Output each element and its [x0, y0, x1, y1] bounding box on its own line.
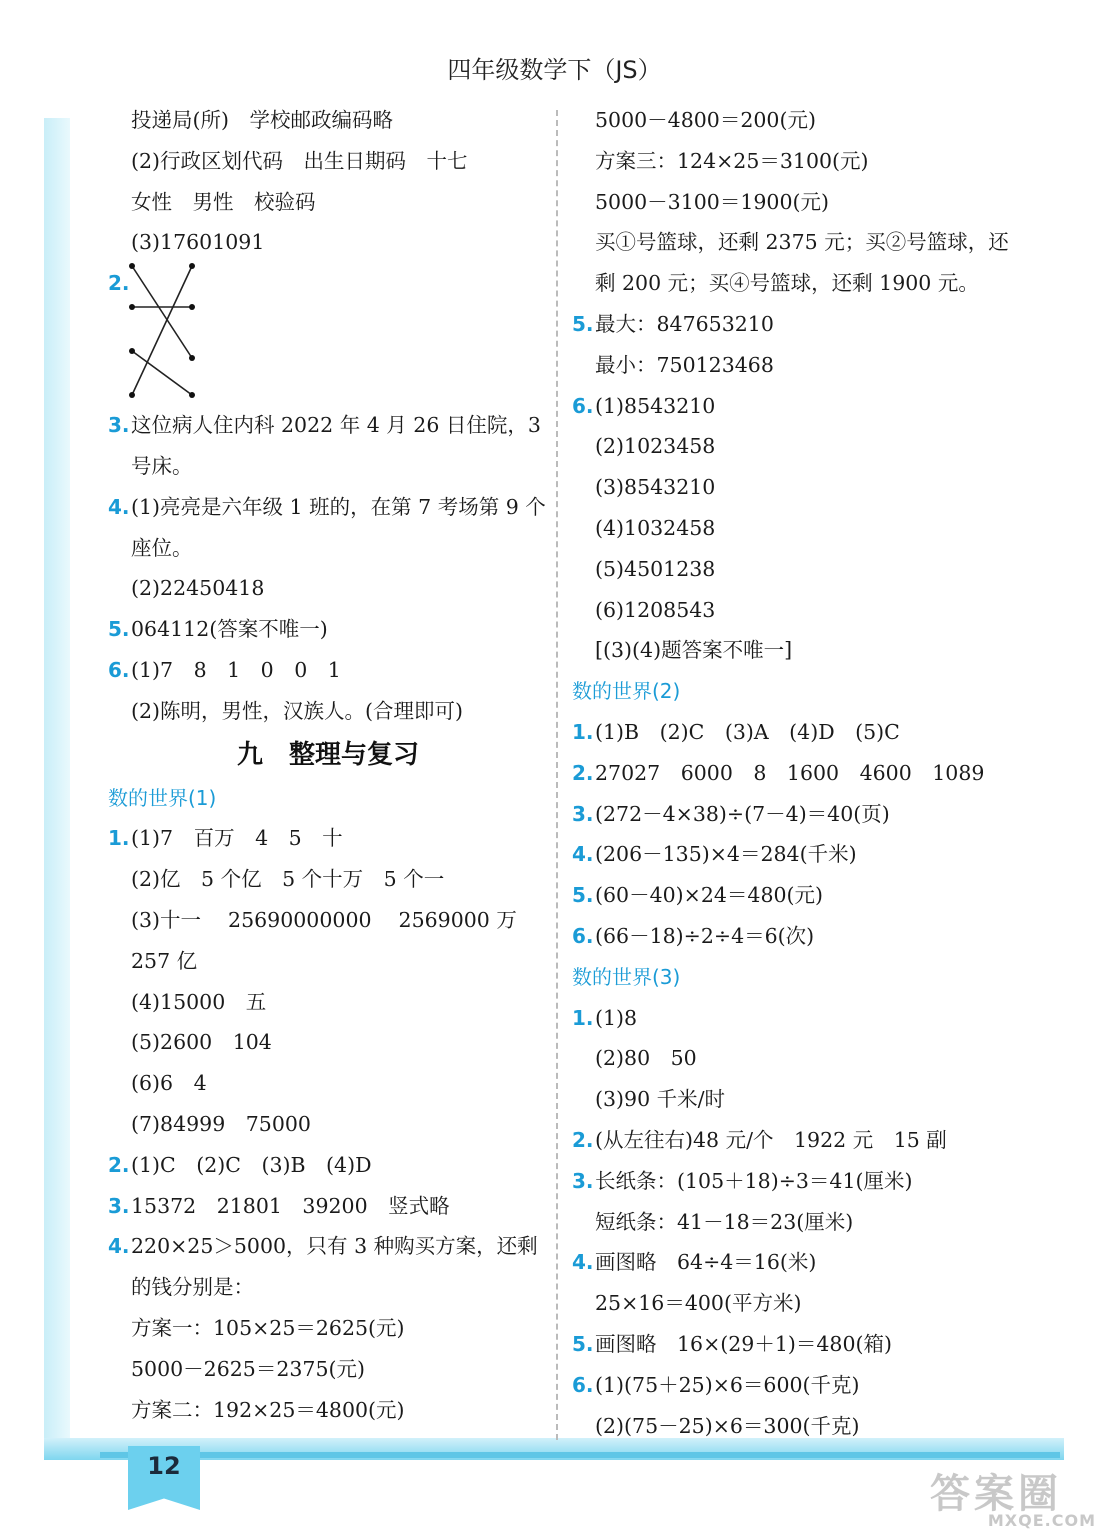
answer-line: 剩 200 元；买④号篮球，还剩 1900 元。 — [595, 271, 979, 296]
answer-line: (7)84999 75000 — [131, 1111, 311, 1136]
answer-line: 1. (1)B (2)C (3)A (4)D (5)C — [572, 719, 900, 744]
answer-line: (4)15000 五 — [131, 989, 267, 1014]
page-number: 12 — [147, 1452, 181, 1480]
answer-line: (2)22450418 — [131, 576, 265, 601]
answer-line: 4. 画图略 64÷4＝16(米) — [572, 1250, 817, 1275]
answer-line: 3. 长纸条：(105＋18)÷3＝41(厘米) — [572, 1168, 913, 1193]
answer-line: 3. 15372 21801 39200 竖式略 — [108, 1193, 450, 1218]
answer-line: (4)1032458 — [595, 515, 716, 540]
answer-line: (3)90 千米/时 — [595, 1087, 726, 1112]
section-heading: 数的世界(3) — [572, 964, 681, 989]
answer-line: 方案二：192×25＝4800(元) — [131, 1397, 405, 1422]
answer-line: 最小：750123468 — [595, 352, 774, 377]
answer-line: (3)十一 25690000000 2569000 万 — [131, 907, 517, 932]
answer-line: 25×16＝400(平方米) — [595, 1291, 802, 1316]
answer-line: 5. 064112(答案不唯一) — [108, 617, 328, 642]
answer-line: (3)17601091 — [131, 230, 265, 255]
answer-line: 方案三：124×25＝3100(元) — [595, 148, 869, 173]
page-frame-left — [44, 118, 70, 1458]
answer-line: (6)1208543 — [595, 597, 716, 622]
right-column — [572, 100, 1052, 1446]
answer-line: (2)80 50 — [595, 1046, 697, 1071]
answer-line: 短纸条：41－18＝23(厘米) — [595, 1209, 854, 1234]
answer-line: 4. 220×25＞5000，只有 3 种购买方案，还剩 — [108, 1234, 538, 1259]
answer-line: 5000－2625＝2375(元) — [131, 1356, 366, 1381]
answer-line: 方案一：105×25＝2625(元) — [131, 1315, 405, 1340]
answer-item-matching: 2. — [108, 263, 548, 405]
answer-line: 3. 这位病人住内科 2022 年 4 月 26 日住院，3 — [108, 413, 541, 438]
answer-line: (5)2600 104 — [131, 1030, 272, 1055]
answer-line: 号床。 — [131, 453, 193, 478]
answer-line: 的钱分别是： — [131, 1275, 254, 1300]
answer-line: 2. (从左往右)48 元/个 1922 元 15 副 — [572, 1127, 947, 1152]
answer-line: 6. (1)7 8 1 0 0 1 — [108, 657, 341, 682]
answer-line: 3. (272－4×38)÷(7－4)＝40(页) — [572, 801, 890, 826]
answer-line: [(3)(4)题答案不唯一] — [595, 638, 793, 663]
answer-line: (2)亿 5 个亿 5 个十万 5 个一 — [131, 867, 445, 892]
watermark-logo: 答案圈 MXQE.COM — [930, 1471, 1096, 1530]
answer-line: 6. (1)8543210 — [572, 393, 716, 418]
answer-line: 4. (206－135)×4＝284(千米) — [572, 842, 857, 867]
left-column — [108, 100, 548, 1430]
answer-line: (2)陈明，男性，汉族人。(合理即可) — [131, 698, 464, 723]
page-frame-bottom-line — [100, 1452, 1060, 1458]
answer-line: 5. (60－40)×24＝480(元) — [572, 883, 824, 908]
answer-line: 2. (1)C (2)C (3)B (4)D — [108, 1152, 372, 1177]
answer-line: 2. 27027 6000 8 1600 4600 1089 — [572, 760, 985, 785]
answer-line: (2)1023458 — [595, 434, 716, 459]
answer-line: 257 亿 — [131, 948, 198, 973]
answer-line: 5000－4800＝200(元) — [595, 108, 816, 132]
answer-line: 5. 画图略 16×(29＋1)＝480(箱) — [572, 1331, 893, 1356]
answer-line: 1. (1)8 — [572, 1005, 638, 1030]
answer-line: (2)(75－25)×6＝300(千克) — [595, 1413, 860, 1438]
column-divider — [556, 110, 558, 1440]
answer-line: 座位。 — [131, 535, 193, 560]
section-heading: 数的世界(2) — [572, 679, 681, 704]
chapter-title: 九 整理与复习 — [236, 739, 419, 770]
answer-line: (6)6 4 — [131, 1071, 207, 1096]
answer-line: (2)行政区划代码 出生日期码 十七 — [131, 148, 468, 173]
answer-line: (3)8543210 — [595, 475, 716, 500]
answer-line: 1. (1)7 百万 4 5 十 — [108, 826, 343, 851]
answer-line: 投递局(所) 学校邮政编码略 — [131, 108, 393, 132]
answer-line: 买①号篮球，还剩 2375 元；买②号篮球，还 — [595, 230, 1009, 255]
matching-lines-diagram — [126, 263, 246, 405]
section-heading: 数的世界(1) — [108, 785, 217, 810]
answer-line: (5)4501238 — [595, 556, 716, 581]
answer-line: 6. (66－18)÷2÷4＝6(次) — [572, 923, 815, 948]
answer-line: 4. (1)亮亮是六年级 1 班的，在第 7 考场第 9 个 — [108, 494, 546, 519]
answer-line: 6. (1)(75＋25)×6＝600(千克) — [572, 1372, 860, 1397]
page-header: 四年级数学下（JS） — [447, 56, 662, 84]
answer-line: 5. 最大：847653210 — [572, 311, 774, 336]
answer-line: 女性 男性 校验码 — [131, 189, 316, 214]
answer-line: 5000－3100＝1900(元) — [595, 189, 830, 214]
